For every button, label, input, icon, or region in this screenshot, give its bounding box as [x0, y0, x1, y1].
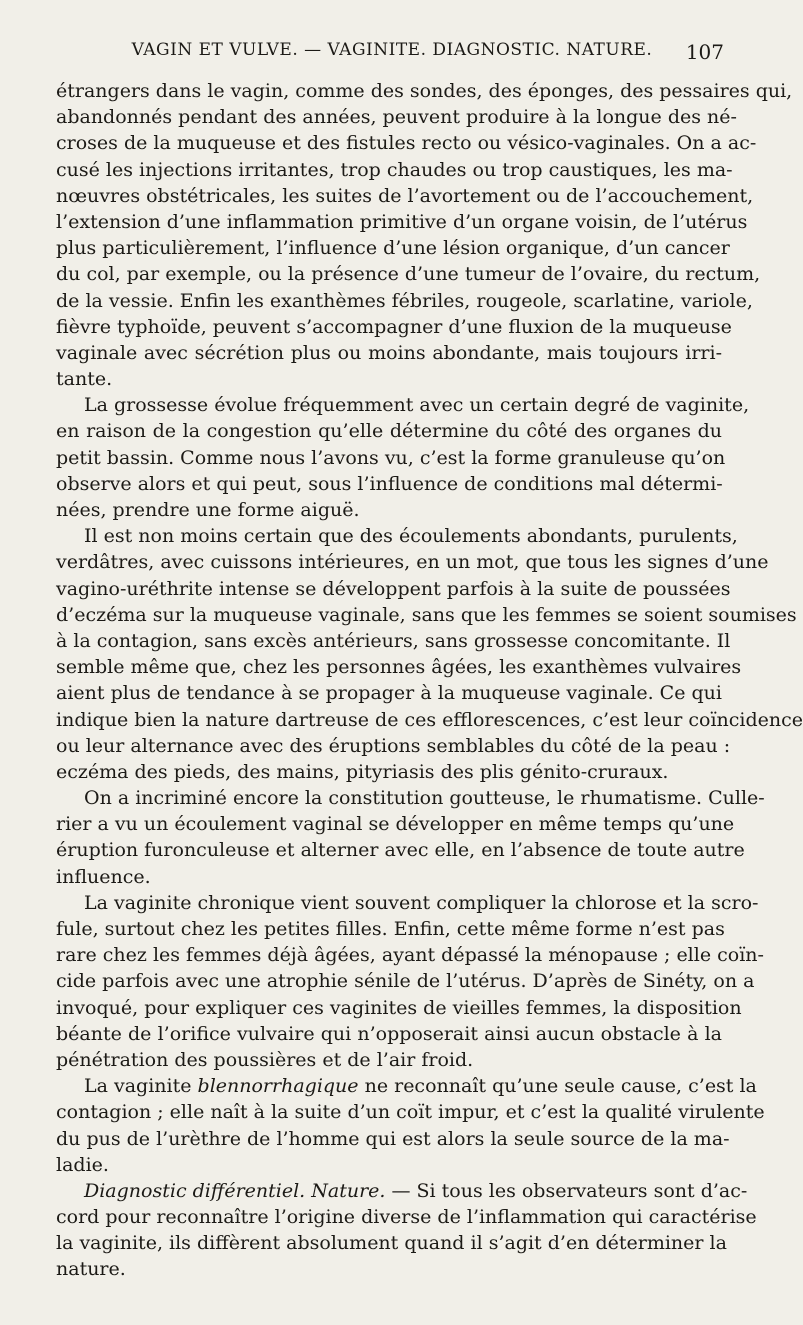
text-line	[56, 1073, 757, 1099]
text-line: en raison de la congestion qu’elle détermine du côté des organes du	[56, 420, 722, 443]
text-line: à la contagion, sans excès antérieurs, sans grossesse concomitante. Il	[56, 629, 731, 652]
text-line: Il est non moins certain que des écoulements abondants, purulents,	[84, 525, 738, 548]
text-line: cord pour reconnaître l’origine diverse de l’inflammation qui caractérise	[56, 1206, 757, 1229]
text-line: cusé les injections irritantes, trop chaudes ou trop caustiques, les ma-	[56, 158, 733, 181]
text-line: tante.	[56, 368, 113, 391]
text-line: semble même que, chez les personnes âgées, les exanthèmes vulvaires	[56, 656, 742, 679]
text-line	[56, 1178, 748, 1204]
text-line: ou leur alternance avec des éruptions semblables du côté de la peau :	[56, 734, 731, 757]
body-text	[56, 78, 803, 1283]
text-line: fièvre typhoïde, peuvent s’accompagner d’une fluxion de la muqueuse	[56, 315, 732, 338]
text-line: influence.	[56, 865, 151, 888]
page-number: 107	[685, 40, 724, 64]
page-header	[60, 40, 724, 74]
text-line: rare chez les femmes déjà âgées, ayant dépassé la ménopause ; elle coïn-	[56, 944, 764, 967]
text-line: indique bien la nature dartreuse de ces efflorescences, c’est leur coïncidence	[56, 708, 803, 731]
text-line: cide parfois avec une atrophie sénile de l’utérus. D’après de Sinéty, on a	[56, 970, 755, 993]
text-line: verdâtres, avec cuissons intérieures, en un mot, que tous les signes d’une	[56, 551, 769, 574]
text-line: La grossesse évolue fréquemment avec un certain degré de vaginite,	[84, 394, 750, 417]
text-line: de la vessie. Enfin les exanthèmes fébriles, rougeole, scarlatine, variole,	[56, 289, 753, 312]
text-line: ladie.	[56, 1153, 109, 1176]
text-line: vagino-uréthrite intense se développent parfois à la suite de poussées	[56, 577, 731, 600]
text-line: éruption furonculeuse et alterner avec elle, en l’absence de toute autre	[56, 839, 745, 862]
text-run: ne reconnaît qu’une seule cause, c’est la	[358, 1075, 757, 1098]
text-line: fule, surtout chez les petites filles. Enfin, cette même forme n’est pas	[56, 918, 725, 940]
text-run: La vaginite	[84, 1075, 198, 1098]
text-line: béante de l’orifice vulvaire qui n’opposerait ainsi aucun obstacle à la	[56, 1022, 722, 1045]
text-line: la vaginite, ils diffèrent absolument quand il s’agit d’en déterminer la	[56, 1232, 727, 1255]
italic-text-run: blennorrhagique	[197, 1075, 359, 1098]
text-line: croses de la muqueuse et des fistules recto ou vésico-vaginales. On a ac-	[56, 132, 757, 155]
text-line: On a incriminé encore la constitution goutteuse, le rhumatisme. Culle-	[84, 787, 765, 810]
text-line: du col, par exemple, ou la présence d’une tumeur de l’ovaire, du rectum,	[56, 263, 761, 286]
text-line: contagion ; elle naît à la suite d’un coït impur, et c’est la qualité virulente	[56, 1101, 765, 1124]
text-line: aient plus de tendance à se propager à la muqueuse vaginale. Ce qui	[56, 682, 722, 705]
text-line: nœuvres obstétricales, les suites de l’avortement ou de l’accouchement,	[56, 184, 754, 207]
text-line: étrangers dans le vagin, comme des sondes, des éponges, des pessaires qui,	[56, 80, 793, 102]
text-line: nature.	[56, 1258, 126, 1281]
italic-text-run: Diagnostic différentiel. Nature.	[84, 1179, 386, 1202]
text-line: l’extension d’une inflammation primitive d’un organe voisin, de l’utérus	[56, 210, 748, 233]
text-line: eczéma des pieds, des mains, pityriasis des plis génito-cruraux.	[56, 760, 669, 783]
text-line: La vaginite chronique vient souvent compliquer la chlorose et la scro-	[84, 891, 759, 914]
text-line: pénétration des poussières et de l’air froid.	[56, 1048, 474, 1071]
text-line: nées, prendre une forme aiguë.	[56, 499, 360, 521]
text-line: du pus de l’urèthre de l’homme qui est alors la seule source de la ma-	[56, 1127, 730, 1150]
running-head: VAGIN ET VULVE. — VAGINITE. DIAGNOSTIC. NATURE.	[131, 40, 653, 60]
text-line: rier a vu un écoulement vaginal se développer en même temps qu’une	[56, 813, 735, 836]
text-line: observe alors et qui peut, sous l’influence de conditions mal détermi-	[56, 472, 723, 495]
text-line: vaginale avec sécrétion plus ou moins abondante, mais toujours irri-	[56, 341, 722, 364]
text-line: abandonnés pendant des années, peuvent produire à la longue des né-	[56, 106, 737, 129]
text-run: — Si tous les observateurs sont d’ac-	[385, 1179, 748, 1202]
text-line: plus particulièrement, l’influence d’une lésion organique, d’un cancer	[56, 237, 730, 260]
text-line: invoqué, pour expliquer ces vaginites de vieilles femmes, la disposition	[56, 996, 742, 1019]
text-line: d’eczéma sur la muqueuse vaginale, sans que les femmes se soient soumises	[56, 603, 797, 626]
text-line: petit bassin. Comme nous l’avons vu, c’est la forme granuleuse qu’on	[56, 446, 726, 469]
